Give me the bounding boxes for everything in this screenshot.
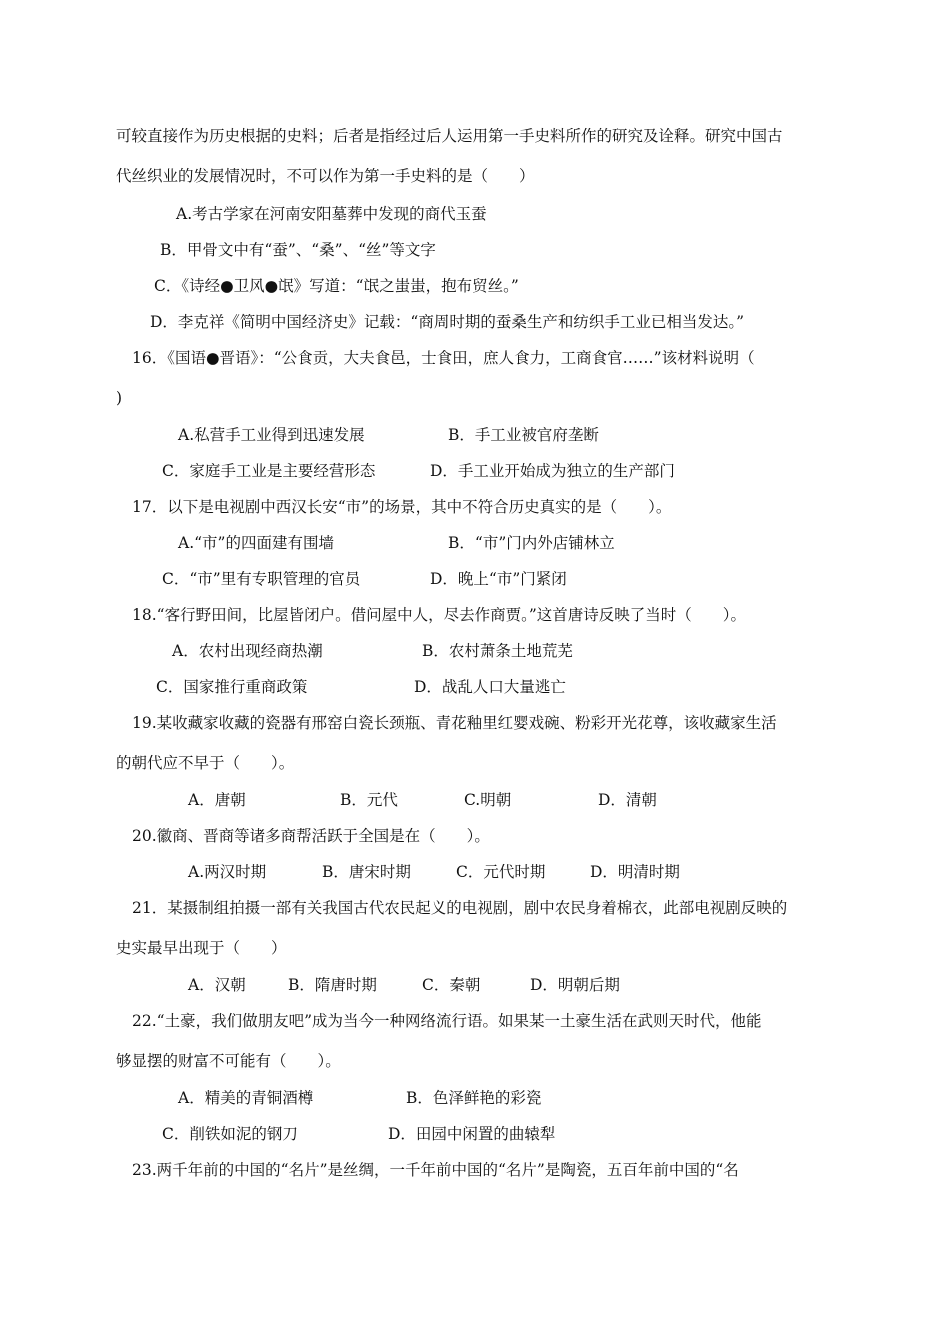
q20-option-c: C．元代时期 bbox=[456, 863, 546, 881]
q22-stem-cont: 够显摆的财富不可能有（ ）。 bbox=[116, 1052, 341, 1070]
q17-option-d: D．晚上“市”门紧闭 bbox=[430, 570, 567, 588]
q17-stem: 17．以下是电视剧中西汉长安“市”的场景，其中不符合历史真实的是（ ）。 bbox=[132, 498, 672, 516]
q15-option-d: D．李克祥《简明中国经济史》记载：“商周时期的蚕桑生产和纺织手工业已相当发达。” bbox=[150, 313, 745, 331]
q19-option-c: C.明朝 bbox=[464, 791, 512, 809]
q18-option-b: B．农村萧条土地荒芜 bbox=[422, 642, 573, 660]
q21-stem: 21．某摄制组拍摄一部有关我国古代农民起义的电视剧，剧中农民身着棉衣，此部电视剧反映的 bbox=[132, 899, 788, 917]
q18-option-a: A．农村出现经商热潮 bbox=[172, 642, 323, 660]
q20-option-d: D．明清时期 bbox=[590, 863, 680, 881]
q20-option-a: A.两汉时期 bbox=[188, 863, 267, 881]
q16-option-a: A.私营手工业得到迅速发展 bbox=[178, 426, 365, 444]
q18-stem: 18.“客行野田间，比屋皆闭户。借问屋中人，尽去作商贾。”这首唐诗反映了当时（ ）。 bbox=[132, 606, 747, 624]
q20-stem: 20.徽商、晋商等诸多商帮活跃于全国是在（ ）。 bbox=[132, 827, 490, 845]
q18-option-d: D．战乱人口大量逃亡 bbox=[414, 678, 566, 696]
q19-option-a: A．唐朝 bbox=[188, 791, 246, 809]
q19-option-d: D．清朝 bbox=[598, 791, 657, 809]
q20-option-b: B．唐宋时期 bbox=[322, 863, 411, 881]
q17-option-a: A.“市”的四面建有围墙 bbox=[178, 534, 334, 552]
q16-stem-cont: ) bbox=[116, 389, 123, 407]
passage-line-2: 代丝织业的发展情况时，不可以作为第一手史料的是（ ） bbox=[116, 167, 535, 185]
q22-stem: 22.“土豪，我们做朋友吧”成为当今一种网络流行语。如果某一土豪生活在武则天时代，他能 bbox=[132, 1012, 762, 1030]
q21-option-d: D．明朝后期 bbox=[530, 976, 620, 994]
q22-option-d: D．田园中闲置的曲辕犁 bbox=[388, 1125, 556, 1143]
q17-option-b: B．“市”门内外店铺林立 bbox=[448, 534, 615, 552]
q16-option-b: B．手工业被官府垄断 bbox=[448, 426, 599, 444]
q19-stem: 19.某收藏家收藏的瓷器有邢窑白瓷长颈瓶、青花釉里红婴戏碗、粉彩开光花尊，该收藏家生活 bbox=[132, 714, 777, 732]
q22-option-b: B．色泽鲜艳的彩瓷 bbox=[406, 1089, 542, 1107]
q15-option-a: A.考古学家在河南安阳墓葬中发现的商代玉蚕 bbox=[176, 205, 487, 223]
q16-option-d: D．手工业开始成为独立的生产部门 bbox=[430, 462, 675, 480]
q16-option-c: C．家庭手工业是主要经营形态 bbox=[162, 462, 376, 480]
q21-option-c: C．秦朝 bbox=[422, 976, 481, 994]
q15-option-b: B．甲骨文中有“蚕”、“桑”、“丝”等文字 bbox=[160, 241, 436, 259]
q19-option-b: B．元代 bbox=[340, 791, 398, 809]
q23-stem: 23.两千年前的中国的“名片”是丝绸，一千年前中国的“名片”是陶瓷，五百年前中国的“名 bbox=[132, 1161, 739, 1179]
q16-stem: 16．《国语●晋语》：“公食贡，大夫食邑，士食田，庶人食力，工商食官……”该材料说明（ bbox=[132, 349, 755, 367]
q22-option-a: A．精美的青铜酒樽 bbox=[178, 1089, 314, 1107]
passage-line-1: 可较直接作为历史根据的史料；后者是指经过后人运用第一手史料所作的研究及诠释。研究中国古 bbox=[116, 127, 783, 145]
q17-option-c: C．“市”里有专职管理的官员 bbox=[162, 570, 361, 588]
q15-option-c: C．《诗经●卫风●氓》写道：“氓之蚩蚩，抱布贸丝。” bbox=[154, 277, 519, 295]
q21-option-b: B．隋唐时期 bbox=[288, 976, 377, 994]
q21-option-a: A．汉朝 bbox=[188, 976, 246, 994]
q19-stem-cont: 的朝代应不早于（ ）。 bbox=[116, 754, 295, 772]
q21-stem-cont: 史实最早出现于（ ） bbox=[116, 939, 287, 957]
q18-option-c: C．国家推行重商政策 bbox=[156, 678, 308, 696]
q22-option-c: C．削铁如泥的钢刀 bbox=[162, 1125, 298, 1143]
